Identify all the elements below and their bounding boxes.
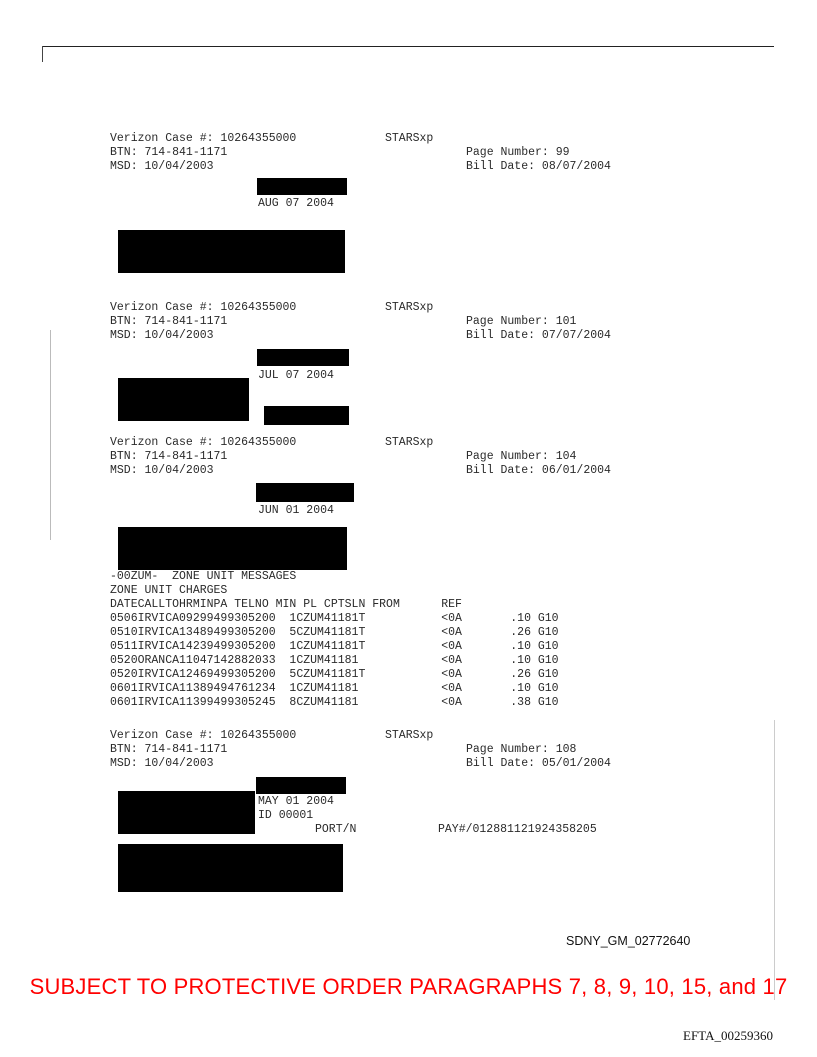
btn-number: BTN: 714-841-1171 xyxy=(110,743,228,756)
redaction-box xyxy=(256,483,354,502)
redaction-box xyxy=(257,178,347,195)
msd-date: MSD: 10/04/2003 xyxy=(110,160,214,173)
btn-number: BTN: 714-841-1171 xyxy=(110,146,228,159)
date-stamp: AUG 07 2004 xyxy=(258,197,334,210)
pay-number: PAY#/012881121924358205 xyxy=(438,823,597,836)
date-stamp: MAY 01 2004 xyxy=(258,795,334,808)
date-stamp: JUN 01 2004 xyxy=(258,504,334,517)
system-name: STARSxp xyxy=(385,436,434,449)
bill-date: Bill Date: 07/07/2004 xyxy=(466,329,611,342)
zone-row: 0510IRVICA13489499305200 5CZUM41181T <0A .26 G10 xyxy=(110,626,559,639)
top-border-line xyxy=(42,46,774,47)
msd-date: MSD: 10/04/2003 xyxy=(110,329,214,342)
system-name: STARSxp xyxy=(385,132,434,145)
zone-row: 0520IRVICA12469499305200 5CZUM41181T <0A .26 G10 xyxy=(110,668,559,681)
redaction-box xyxy=(118,527,347,570)
redaction-box xyxy=(257,349,349,366)
left-margin-line xyxy=(50,330,51,540)
bill-date: Bill Date: 05/01/2004 xyxy=(466,757,611,770)
btn-number: BTN: 714-841-1171 xyxy=(110,450,228,463)
redaction-box xyxy=(118,378,249,421)
redaction-box xyxy=(118,791,255,834)
page-number: Page Number: 99 xyxy=(466,146,570,159)
redaction-box xyxy=(264,406,349,425)
zone-row: 0506IRVICA09299499305200 1CZUM41181T <0A .10 G10 xyxy=(110,612,559,625)
id-number: ID 00001 xyxy=(258,809,314,822)
msd-date: MSD: 10/04/2003 xyxy=(110,464,214,477)
case-number: Verizon Case #: 10264355000 xyxy=(110,132,297,145)
page-number: Page Number: 101 xyxy=(466,315,577,328)
zone-row: 0511IRVICA14239499305200 1CZUM41181T <0A .10 G10 xyxy=(110,640,559,653)
bill-date: Bill Date: 08/07/2004 xyxy=(466,160,611,173)
page-number: Page Number: 104 xyxy=(466,450,577,463)
zone-row: 0520ORANCA11047142882033 1CZUM41181 <0A .10 G10 xyxy=(110,654,559,667)
case-number: Verizon Case #: 10264355000 xyxy=(110,729,297,742)
protective-order-notice: SUBJECT TO PROTECTIVE ORDER PARAGRAPHS 7, 8, 9, 10, 15, and 17 xyxy=(29,974,788,999)
top-left-corner-mark xyxy=(42,46,43,62)
bates-number: SDNY_GM_02772640 xyxy=(566,934,691,948)
zone-subtitle: ZONE UNIT CHARGES xyxy=(110,584,228,597)
btn-number: BTN: 714-841-1171 xyxy=(110,315,228,328)
port-label: PORT/N xyxy=(315,823,357,836)
system-name: STARSxp xyxy=(385,301,434,314)
msd-date: MSD: 10/04/2003 xyxy=(110,757,214,770)
redaction-box xyxy=(118,844,343,892)
case-number: Verizon Case #: 10264355000 xyxy=(110,436,297,449)
efta-number: EFTA_00259360 xyxy=(683,1028,773,1043)
page-number: Page Number: 108 xyxy=(466,743,577,756)
redaction-box xyxy=(256,777,346,794)
zone-table-header: DATECALLTOHRMINPA TELNO MIN PL CPTSLN FROM REF xyxy=(110,598,462,611)
case-number: Verizon Case #: 10264355000 xyxy=(110,301,297,314)
redaction-box xyxy=(118,230,345,273)
system-name: STARSxp xyxy=(385,729,434,742)
zone-row: 0601IRVICA11389494761234 1CZUM41181 <0A .10 G10 xyxy=(110,682,559,695)
bill-date: Bill Date: 06/01/2004 xyxy=(466,464,611,477)
zone-row: 0601IRVICA11399499305245 8CZUM41181 <0A .38 G10 xyxy=(110,696,559,709)
zone-title: -00ZUM- ZONE UNIT MESSAGES xyxy=(110,570,297,583)
right-margin-line xyxy=(774,720,775,1000)
date-stamp: JUL 07 2004 xyxy=(258,369,334,382)
